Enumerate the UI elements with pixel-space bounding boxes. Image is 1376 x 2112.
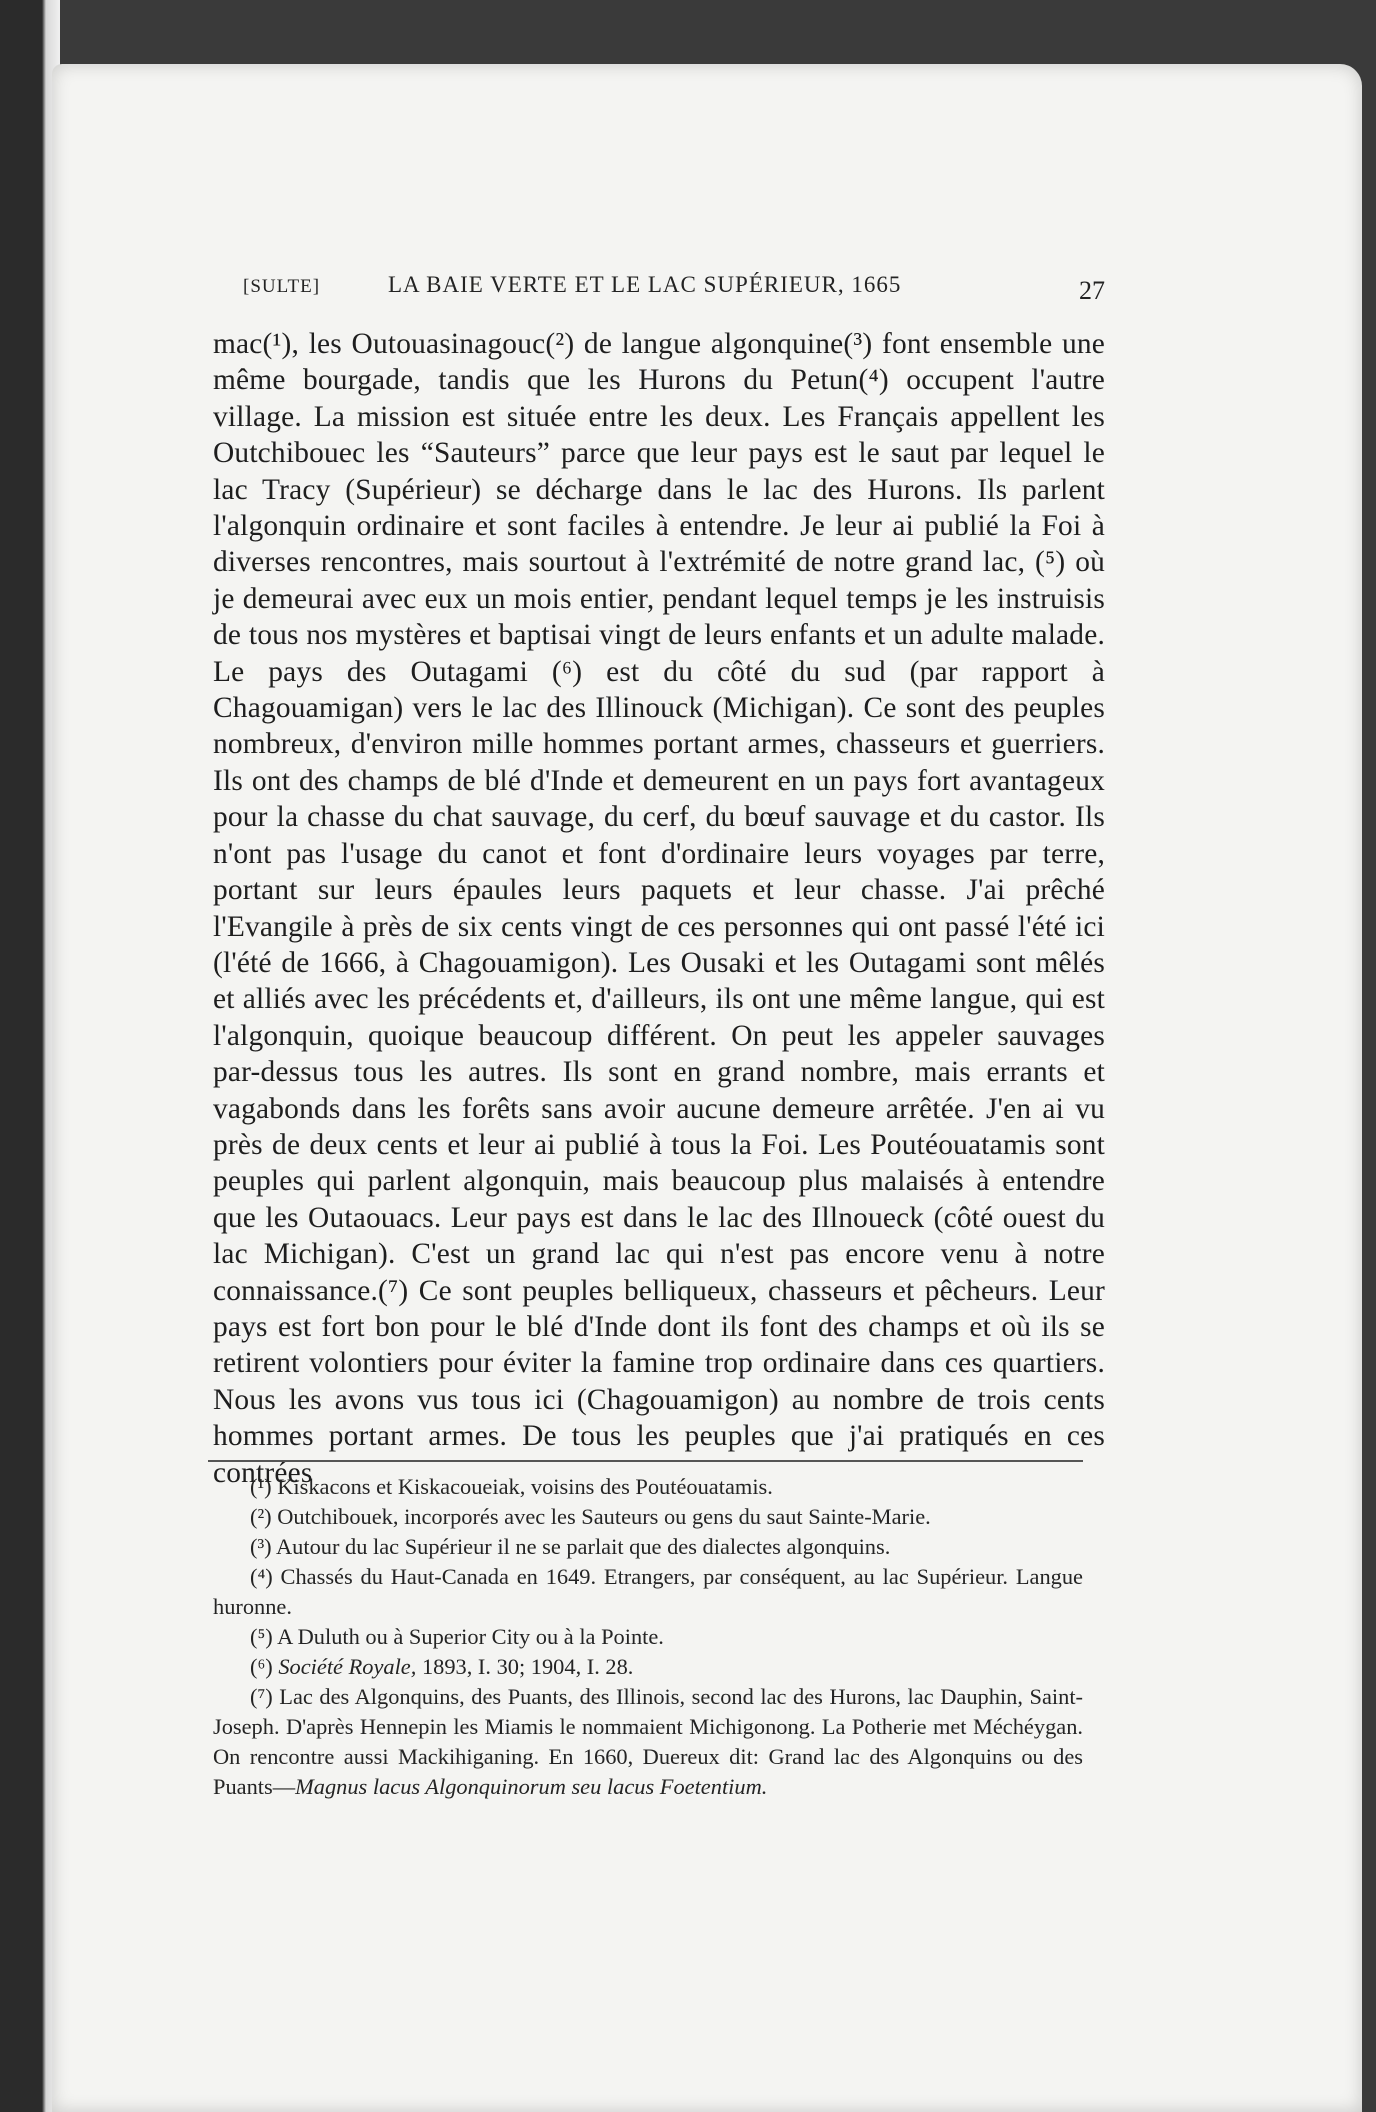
footnote-6 <box>213 1652 1083 1682</box>
running-title: LA BAIE VERTE ET LE LAC SUPÉRIEUR, 1665 <box>388 272 902 297</box>
body-paragraph: mac(¹), les Outouasinagouc(²) de langue algonquine(³) font ensemble une même bourgade, tandis que les Hurons du Petun(⁴) occupent l'autre village. La mission est située entre les deux. Les Français appellent les Outchibouec les “Sauteurs” parce que leur pays est le saut par lequel le lac Tracy (Supérieur) se décharge dans le lac des Hurons. Ils parlent l'algonquin ordinaire et sont faciles à entendre. Je leur ai publié la Foi à diverses rencontres, mais sourtout à l'extrémité de notre grand lac, (⁵) où je demeurai avec eux un mois entier, pendant lequel temps je les instruisis de tous nos mystères et baptisai vingt de leurs enfants et un adulte malade. Le pays des Outagami (⁶) est du côté du sud (par rapport à Chagouamigan) vers le lac des Illinouck (Michigan). Ce sont des peuples nombreux, d'environ mille hommes portant armes, chasseurs et guerriers. Ils ont des champs de blé d'Inde et demeurent en un pays fort avantageux pour la chasse du chat sauvage, du cerf, du bœuf sauvage et du castor. Ils n'ont pas l'usage du canot et font d'ordinaire leurs voyages par terre, portant sur leurs épaules leurs paquets et leur chasse. J'ai prêché l'Evangile à près de six cents vingt de ces personnes qui ont passé l'été ici (l'été de 1666, à Chagouamigon). Les Ousaki et les Outagami sont mêlés et alliés avec les précédents et, d'ailleurs, ils ont une même langue, qui est l'algonquin, quoique beaucoup différent. On peut les appeler sauvages par-dessus tous les autres. Ils sont en grand nombre, mais errants et vagabonds dans les forêts sans avoir aucune demeure arrêtée. J'en ai vu près de deux cents et leur ai publié à tous la Foi. Les Poutéouatamis sont peuples qui parlent algonquin, mais beaucoup plus malaisés à entendre que les Outaouacs. Leur pays est dans le lac des Illnoueck (côté ouest du lac Michigan). C'est un grand lac qui n'est pas encore venu à notre connaissance.(⁷) Ce sont peuples belliqueux, chasseurs et pêcheurs. Leur pays est fort bon pour le blé d'Inde dont ils font des champs et où ils se retirent volontiers pour éviter la famine trop ordinaire dans ces quartiers. Nous les avons vus tous ici (Chagouamigon) au nombre de trois cents hommes portant armes. De tous les peuples que j'ai pratiqués en ces contrées <box>213 328 1105 1489</box>
footnotes <box>213 1472 1083 1802</box>
footnote-5: (⁵) A Duluth ou à Superior City ou à la Pointe. <box>250 1624 664 1649</box>
footnote-7 <box>213 1682 1083 1802</box>
footnote-7-text: (⁷) Lac des Algonquins, des Puants, des Illinois, second lac des Hurons, lac Dauphin, Saint-Joseph. D'après Hennepin les Miamis le nommaient Michigonong. La Potherie met Méchéygan. On rencontre aussi Mackihiganing. En 1660, Duereux dit: Grand lac des Algonquins ou des Puants— <box>213 1684 1083 1799</box>
footnote-2: (²) Outchibouek, incorporés avec les Sauteurs ou gens du saut Sainte-Marie. <box>250 1504 931 1529</box>
footnote-6-mark: (⁶) <box>250 1654 273 1679</box>
main-text <box>213 326 1105 1491</box>
author-tag: [SULTE] <box>243 276 321 297</box>
running-header <box>243 272 1105 312</box>
footnote-7-latin: Magnus lacus Algonquinorum seu lacus Foetentium. <box>295 1774 768 1799</box>
footnote-4: (⁴) Chassés du Haut-Canada en 1649. Etrangers, par conséquent, au lac Supérieur. Langue huronne. <box>213 1564 1083 1619</box>
footnote-1: (¹) Kiskacons et Kiskacoueiak, voisins des Poutéouatamis. <box>250 1474 773 1499</box>
footnote-6-refs: 1893, I. 30; 1904, I. 28. <box>421 1654 634 1679</box>
footnote-rule <box>208 1460 1083 1462</box>
page-number: 27 <box>1079 276 1105 305</box>
footnote-6-journal: Société Royale, <box>278 1654 417 1679</box>
footnote-3: (³) Autour du lac Supérieur il ne se parlait que des dialectes algonquins. <box>250 1534 891 1559</box>
scan-binding-edge <box>0 0 60 2112</box>
